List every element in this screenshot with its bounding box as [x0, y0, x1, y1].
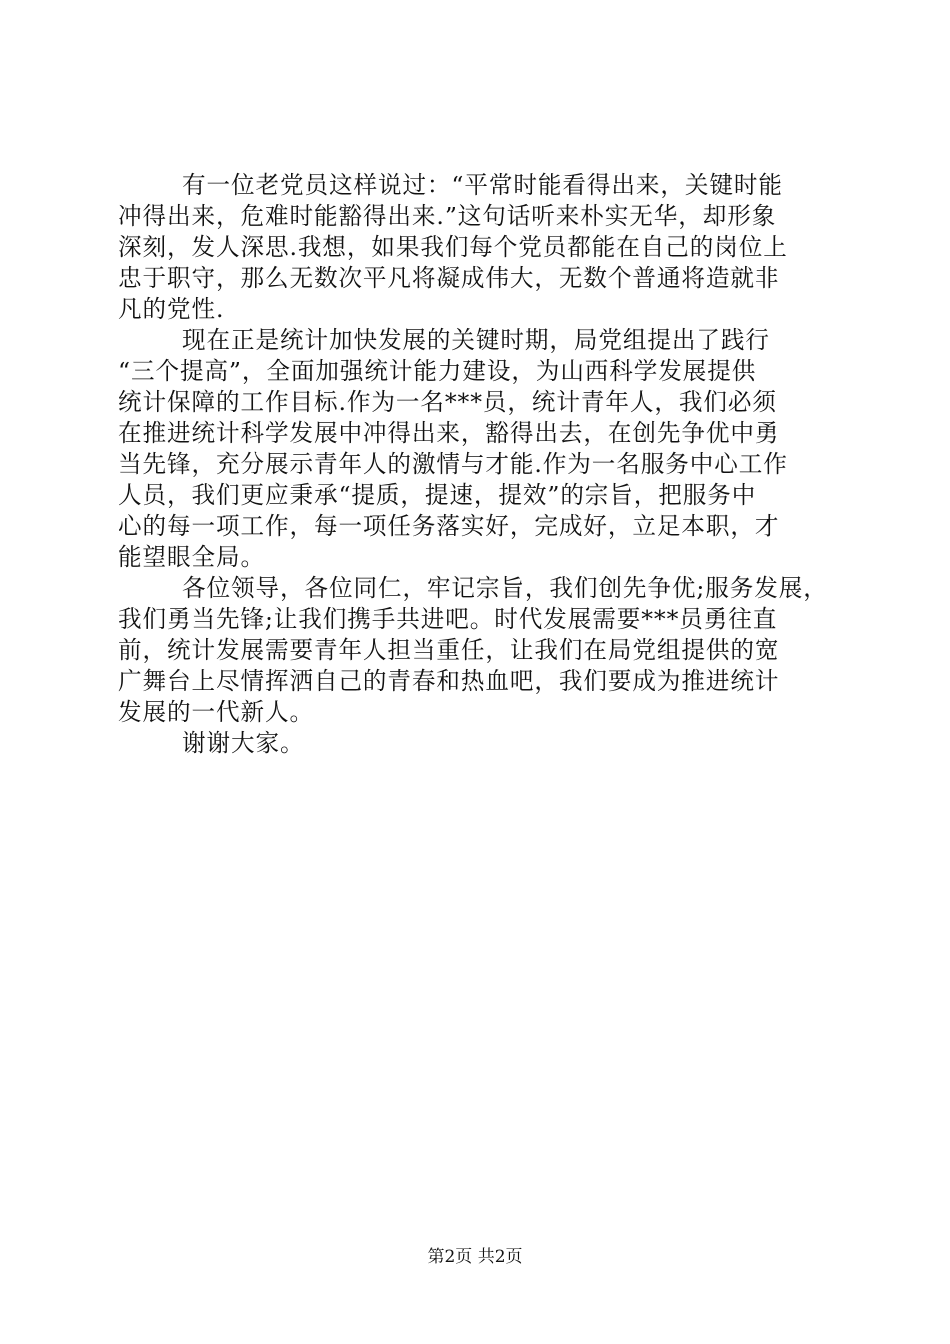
page-footer [0, 1247, 950, 1267]
paragraph-1 [118, 170, 834, 325]
text-line: 心的每一项工作，每一项任务落实好，完成好，立足本职，才 [118, 512, 780, 540]
page-number-label: 第2页 共2页 [427, 1247, 523, 1267]
text-line: “三个提高”，全面加强统计能力建设，为山西科学发展提供 [118, 357, 757, 385]
text-line: 各位领导，各位同仁，牢记宗旨，我们创先争优;服务发展， [182, 574, 828, 602]
text-line: 我们勇当先锋;让我们携手共进吧。时代发展需要***员勇往直 [118, 605, 778, 633]
text-line: 广舞台上尽情挥洒自己的青春和热血吧，我们要成为推进统计 [118, 667, 780, 695]
text-line: 当先锋，充分展示青年人的激情与才能.作为一名服务中心工作 [118, 450, 788, 478]
text-line: 能望眼全局。 [118, 543, 265, 571]
text-line: 在推进统计科学发展中冲得出来，豁得出去，在创先争优中勇 [118, 419, 780, 447]
text-line: 深刻，发人深思.我想，如果我们每个党员都能在自己的岗位上 [118, 233, 788, 261]
text-line: 凡的党性. [118, 295, 225, 323]
text-line: 谢谢大家。 [182, 729, 305, 757]
text-line: 冲得出来，危难时能豁得出来.”这句话听来朴实无华，却形象 [118, 202, 777, 230]
text-line: 统计保障的工作目标.作为一名***员，统计青年人，我们必须 [118, 388, 777, 416]
text-line: 有一位老党员这样说过：“平常时能看得出来，关键时能 [182, 171, 783, 199]
paragraph-2 [118, 325, 834, 573]
text-line: 人员，我们更应秉承“提质，提速，提效”的宗旨，把服务中 [118, 481, 757, 509]
text-line: 忠于职守，那么无数次平凡将凝成伟大，无数个普通将造就非 [118, 264, 780, 292]
paragraph-closing [118, 728, 834, 759]
text-line: 发展的一代新人。 [118, 698, 314, 726]
text-line: 现在正是统计加快发展的关键时期，局党组提出了践行 [182, 326, 770, 354]
paragraph-3 [118, 573, 834, 728]
text-line: 前，统计发展需要青年人担当重任，让我们在局党组提供的宽 [118, 636, 780, 664]
document-body [118, 170, 834, 759]
